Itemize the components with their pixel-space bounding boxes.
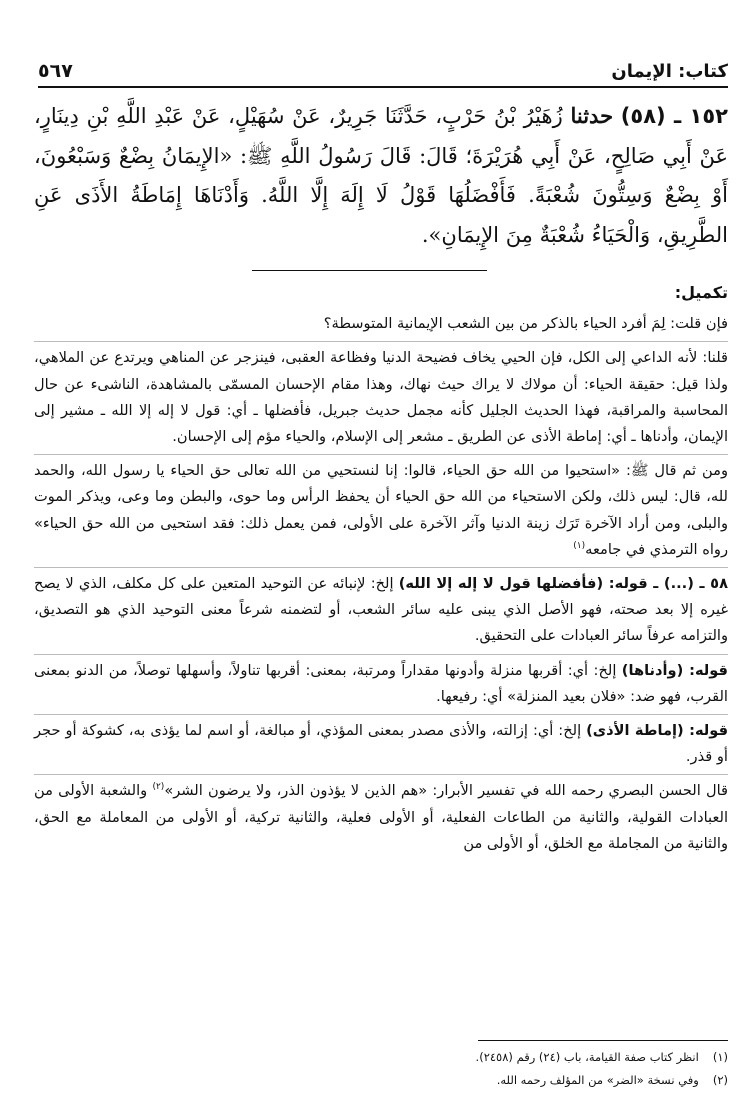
running-header	[38, 52, 728, 82]
lemma: قوله: (وأدناها)	[621, 661, 728, 679]
paragraph	[34, 774, 728, 857]
book-title: كتاب: الإيمان	[611, 61, 728, 82]
hadith-text	[34, 96, 728, 255]
header-rule	[38, 86, 728, 88]
paragraph-text: ومن ثم قال ﷺ: «استحيوا من الله حق الحياء، قالوا: إنا لنستحيي من الله تعالى حق الحياء يا رسول الله، والحمد لله، قال: ليس ذلك، ولكن الاستحياء من الله حق الحياء أن يحفظ الرأس وما حوى، والبطن وما وعى، ويذكر الموت والبلى، ومن أراد الآخرة تَرَك زينة الدنيا وآثر الآخرة على الأولى، فمن يعمل ذلك: فقد استحيى من الله حق الحياء» رواه الترمذي في جامعه	[34, 462, 728, 558]
footnote-number: (٢)	[712, 1073, 728, 1087]
footnote-rule	[478, 1040, 728, 1041]
paragraph-text: قال الحسن البصري رحمه الله في تفسير الأبرار: «هم الذين لا يؤذون الذر، ولا يرضون الشر»	[164, 782, 729, 800]
paragraph-text: والشعبة الأولى من العبادات القولية، والثانية من الطاعات الفعلية، أو الأولى فعلية، والثانية تركية، أو الأولى من المعاملة مع الحق، والثانية من المجاملة مع الخلق، أو الأولى من	[34, 782, 728, 852]
paragraph: قلنا: لأنه الداعي إلى الكل، فإن الحيي يخاف فضيحة الدنيا وفظاعة العقبى، فينزجر عن المناهي ويرتدع عن الملاهي، ولذا قيل: حقيقة الحياء: أن مولاك لا يراك حيث نهاك، وهذا مقام الإحسان المسمّى بالمشاهدة، الناشىء عن حال المحاسبة والمراقبة، فهذا الحديث الجليل كأنه مجمل حديث جبريل، فأفضلها ـ أي: قول لا إله إلا الله ـ مشير إلى الإيمان، وأدناها ـ أي: إماطة الأذى عن الطريق ـ مشعر إلى الإسلام، والحياء مؤم إلى الإحسان.	[34, 341, 728, 450]
commentary	[34, 280, 728, 861]
footnote	[34, 1046, 728, 1069]
footnote-ref: (١)	[573, 540, 586, 551]
paragraph-text: إلخ: أي: إزالته، والأذى مصدر بمعنى المؤذي، أو مبالغة، أو اسم لما يؤذى به، كشوكة أو حجر أو قذر.	[34, 722, 728, 766]
paragraph-text: إلخ: لإنبائه عن التوحيد المتعين على كل مكلف، الذي لا يصح غيره إلا بعد صحته، فهو الأصل الذي يبنى عليه سائر الشعب، أو لتضمنه شرعاً معنى التوحيد الذي هو التصديق، والتزامه عرفاً سائر العبادات على التحقيق.	[34, 575, 728, 645]
footnote-text: وفي نسخة «الضر» من المؤلف رحمه الله.	[496, 1073, 699, 1087]
paragraph	[34, 567, 728, 650]
footnote-ref: (٢)	[152, 782, 165, 793]
section-separator	[252, 270, 487, 271]
footnote-text: انظر كتاب صفة القيامة، باب (٢٤) رقم (٢٤٥٨).	[475, 1050, 699, 1064]
paragraph: فإن قلت: لِمَ أفرد الحياء بالذكر من بين الشعب الإيمانية المتوسطة؟	[323, 315, 728, 333]
hadith-number: ١٥٢ ـ (٥٨)	[620, 104, 728, 128]
paragraph-text: إلخ: أي: أقربها منزلة وأدونها مقداراً ومرتبة، بمعنى: أقربها تناولاً، وأسهلها توصلاً، من الدنو بمعنى القرب، فهو ضد: «فلان بعيد المنزلة» أي: رفيعها.	[34, 661, 728, 705]
commentary-heading: تكميل:	[674, 283, 728, 302]
page-number: ٥٦٧	[38, 60, 73, 82]
paragraph	[34, 654, 728, 710]
hadith-keyword: حدثنا	[570, 103, 614, 128]
paragraph	[34, 454, 728, 563]
lemma: قوله: (إماطة الأذى)	[586, 722, 728, 740]
footnote	[34, 1069, 728, 1092]
footnote-number: (١)	[712, 1050, 728, 1064]
lemma: ٥٨ ـ (...) ـ قوله: (فأفضلها قول لا إله إلا الله)	[398, 575, 728, 593]
paragraph	[34, 714, 728, 770]
hadith-body: زُهَيْرُ بْنُ حَرْبٍ، حَدَّثَنَا جَرِيرٌ، عَنْ سُهَيْلٍ، عَنْ عَبْدِ اللَّهِ بْنِ دِينَارٍ، عَنْ أَبِي صَالِحٍ، عَنْ أَبِي هُرَيْرَةَ؛ قَالَ: قَالَ رَسُولُ اللَّهِ ﷺ: «الإِيمَانُ بِضْعٌ وَسَبْعُونَ، أَوْ بِضْعٌ وَسِتُّونَ شُعْبَةً. فَأَفْضَلُهَا قَوْلُ لَا إِلَهَ إِلَّا اللَّهُ. وَأَدْنَاهَا إِمَاطَةُ الأَذَى عَنِ الطَّرِيقِ، وَالْحَيَاءُ شُعْبَةٌ مِنَ الإِيمَانِ».	[34, 104, 728, 247]
footnotes	[34, 1046, 728, 1092]
